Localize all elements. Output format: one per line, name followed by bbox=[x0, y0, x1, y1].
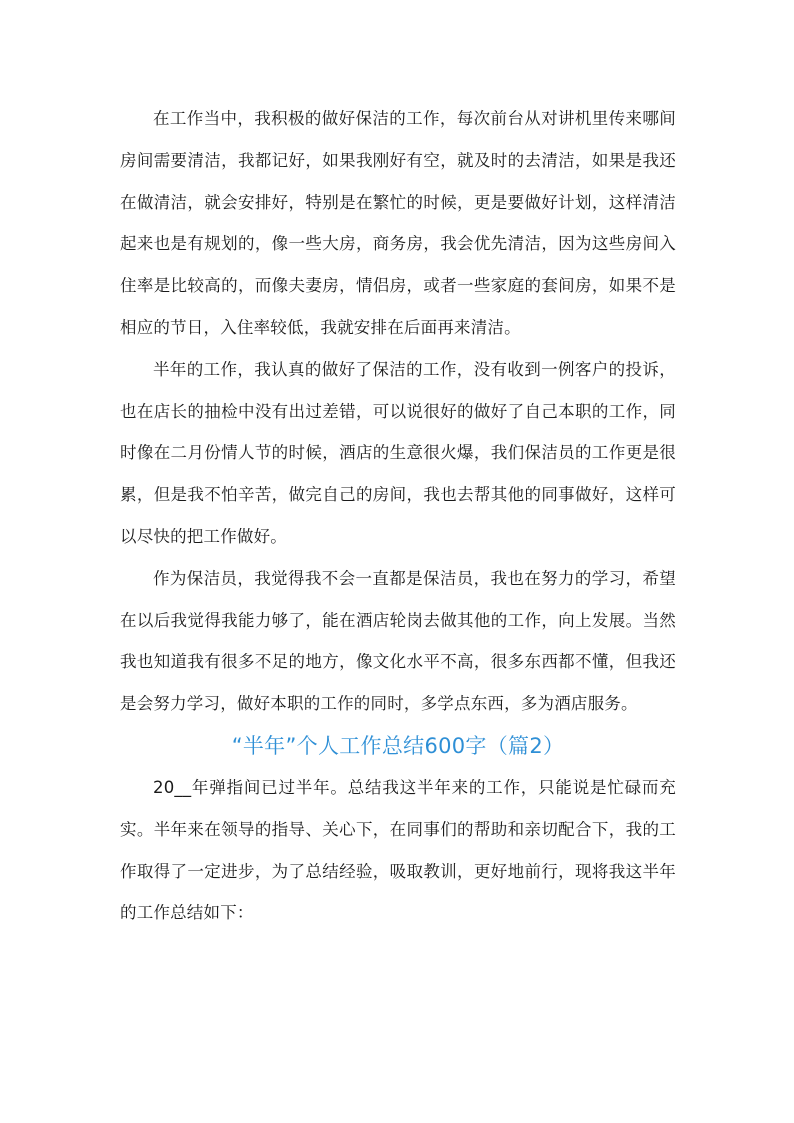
paragraph-future-goals: 作为保洁员，我觉得我不会一直都是保洁员，我也在努力的学习，希望在以后我觉得我能力够了，能在酒店轮岗去做其他的工作，向上发展。当然我也知道我有很多不足的地方，像文化水平不高，很多东西都不懂，但我还是会努力学习，做好本职的工作的同时，多学点东西，多为酒店服务。 bbox=[120, 568, 676, 714]
document-body bbox=[120, 98, 676, 934]
paragraph-cleaning-schedule: 在工作当中，我积极的做好保洁的工作，每次前台从对讲机里传来哪间房间需要清洁，我都记好，如果我刚好有空，就及时的去清洁，如果是我还在做清洁，就会安排好，特别是在繁忙的时候，更是要做好计划，这样清洁起来也是有规划的，像一些大房，商务房，我会优先清洁，因为这些房间入住率是比较高的，而像夫妻房，情侣房，或者一些家庭的套间房，如果不是相应的节日，入住率较低，我就安排在后面再来清洁。 bbox=[120, 109, 676, 337]
paragraph-half-year-work: 半年的工作，我认真的做好了保洁的工作，没有收到一例客户的投诉，也在店长的抽检中没有出过差错，可以说很好的做好了自己本职的工作，同时像在二月份情人节的时候，酒店的生意很火爆，我们保洁员的工作更是很累，但是我不怕辛苦，做完自己的房间，我也去帮其他的同事做好，这样可以尽快的把工作做好。 bbox=[120, 359, 676, 546]
paragraph-summary-intro: 20__年弹指间已过半年。总结我这半年来的工作，只能说是忙碌而充实。半年来在领导的指导、关心下，在同事们的帮助和亲切配合下，我的工作取得了一定进步，为了总结经验，吸取教训，更好地前行，现将我这半年的工作总结如下： bbox=[120, 777, 676, 923]
section-heading: “半年”个人工作总结600字（篇2） bbox=[231, 733, 565, 758]
